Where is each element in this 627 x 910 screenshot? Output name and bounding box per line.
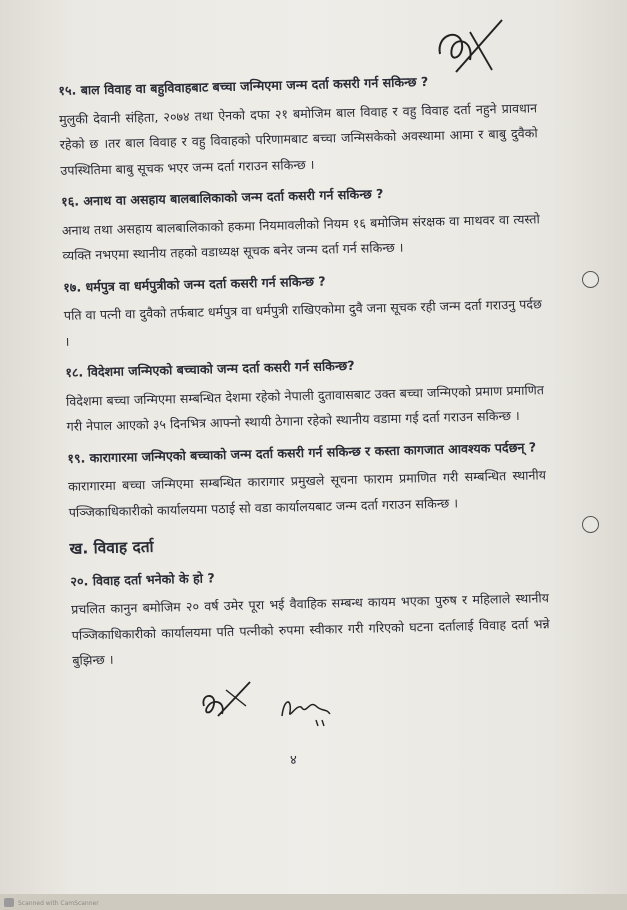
question-15: १५. बाल विवाह वा बहुविवाहबाट बच्चा जन्मिएमा जन्म दर्ता कसरी गर्न सकिन्छ ? [58,73,429,98]
punch-hole-bottom [582,516,599,533]
answer-20: प्रचलित कानुन बमोजिम २० वर्ष उमेर पूरा भई वैवाहिक सम्बन्ध कायम भएका पुरुष र महिलाले स्थानीय पञ्जिकाधिकारीको कार्यालयमा पति पत्नीको रुपमा स्वीकार गरी गरिएको घटना दर्तालाई विवाह दर्ता भन्ने बुझिन्छ । [70,590,550,668]
question-17: १७. धर्मपुत्र वा धर्मपुत्रीको जन्म दर्ता कसरी गर्न सकिन्छ ? [63,273,326,295]
scanner-footer-bar [0,894,627,910]
bottom-signature-right [276,690,336,730]
answer-18: विदेशमा बच्चा जन्मिएमा सम्बन्धित देशमा रहेको नेपाली दुतावासबाट उक्त बच्चा जन्मिएको प्रमाण प्रमाणित गरी नेपाल आएको ३५ दिनभित्र आफ्नो स्थायी ठेगाना रहेको स्थानीय वडामा गई दर्ता गराउन सकिन्छ । [65,381,545,434]
answer-15: मुलुकी देवानी संहिता, २०७४ तथा ऐनको दफा २१ बमोजिम बाल विवाह र वहु विवाह दर्ता नहुने प्रावधान रहेको छ ।तर बाल विवाह र वहु विवाहको परिणामबाट बच्चा जन्मिसकेको अवस्थामा आमा र बाबु दुवैको उपस्थितिमा बाबु सूचक भएर जन्म दर्ता गराउन सकिन्छ । [58,99,538,178]
question-20: २०. विवाह दर्ता भनेको के हो ? [70,569,215,589]
question-16: १६. अनाथ वा असहाय बालबालिकाको जन्म दर्ता कसरी गर्न सकिन्छ ? [60,186,384,209]
question-18: १८. विदेशमा जन्मिएको बच्चाको जन्म दर्ता कसरी गर्न सकिन्छ? [65,357,355,380]
document-body [58,60,551,675]
page-number: ४ [290,753,297,768]
answer-16: अनाथ तथा असहाय बालबालिकाको हकमा नियमावलीको नियम १६ बमोजिम संरक्षक वा माथवर वा त्यस्तो व्यक्ति नभएमा स्थानीय तहको वडाध्यक्ष सूचक बनेर जन्म दर्ता गर्न सकिन्छ । [61,210,540,263]
scanner-watermark: Scanned with CamScanner [18,900,99,907]
camscanner-logo-icon [4,898,14,907]
answer-19: कारागारमा बच्चा जन्मिएमा सम्बन्धित कारागार प्रमुखले सूचना फाराम प्रमाणित गरी सम्बन्धित स्थानीय पञ्जिकाधिकारीको कार्यालयमा पठाई सो वडा कार्यालयबाट जन्म दर्ता गराउन सकिन्छ । [67,467,547,520]
punch-hole-top [582,271,599,288]
answer-17: पति वा पत्नी वा दुवैको तर्फबाट धर्मपुत्र वा धर्मपुत्री राखिएकोमा दुवै जना सूचक रही जन्म दर्ता गराउनु पर्दछ । [63,296,542,349]
question-19: १९. कारागारमा जन्मिएको बच्चाको जन्म दर्ता कसरी गर्न सकिन्छ र कस्ता कागजात आवश्यक पर्दछन् ? [67,438,537,466]
bottom-signature-left [196,676,256,724]
section-heading-marriage-registration: ख. विवाह दर्ता [69,537,154,558]
